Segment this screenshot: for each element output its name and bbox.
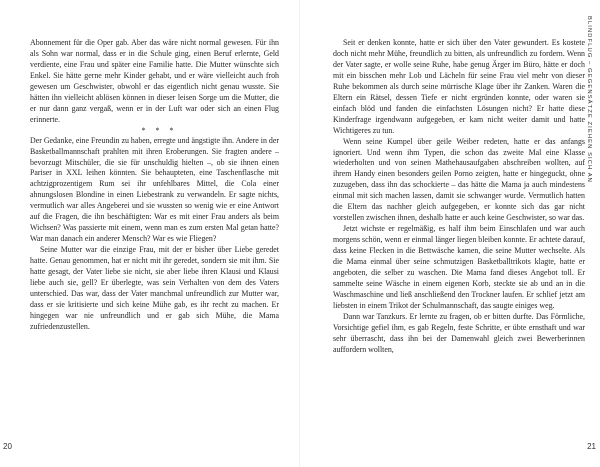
paragraph: Der Gedanke, eine Freundin zu haben, erregte und ängstigte ihn. Andere in der Basketballmannschaft prahlten mit ihren Eroberungen. Sie fragten andere – bevorzugt Mitschüler, die sie für unschuldig hielten –, ob sie ihnen einen Pariser in XXL leihen könnten. Sie behaupteten, eine Taschenflasche mit achtzigprozentigem Rum sei ihr unfehlbares Mittel, die Cola einer ahnungslosen Blondine in einen Liebestrank zu verwandeln. Er sagte nichts, vermutlich war alles Angeberei und sie wussten so wenig wie er eine Antwort auf die Fragen, die ihn beschäftigten: War es mit einer Frau anders als beim Wichsen? Was passierte mit einem, wenn man es zum ersten Mal getan hatte? War man danach ein anderer Mensch? War es wie Fliegen? [30,135,279,244]
section-break: * * * [141,125,178,135]
paragraph: Seit er denken konnte, hatte er sich über den Vater gewundert. Es kostete doch nicht mehr Mühe, freundlich zu bitten, als unfreundlich zu fordern. Wenn der Vater sagte, er wolle seine Ruhe, habe genug Ärger im Büro, hätte er doch mit ein bisschen mehr Lob und Lächeln für seine Frau viel mehr von dieser Ruhe bekommen als durch seine mürrische Klage über ihr Zanken. Waren die Eltern ein Rätsel, dessen Tiefe er nicht ergründen konnte, oder waren sie einfach blöd und fanden die einfachsten Lösungen nicht? Er hatte diese Kinderfrage irgendwann aufgegeben, er kam nicht weiter damit und hatte Wichtigeres zu tun. [333,38,585,135]
paragraph: Dann war Tanzkurs. Er lernte zu fragen, ob er bitten durfte. Das Förmliche, Vorsichtige gefiel ihm, es gab Regeln, feste Schritte, er übte ernsthaft und war sehr überrascht, dass ihn bei der Damenwahl gleich zwei Bewerberinnen auffordern wollten, [333,311,585,354]
paragraph: Seine Mutter war die einzige Frau, mit der er bisher über Liebe geredet hatte. Genau genommen, hat er nicht mit ihr geredet, sondern sie mit ihm. Sie hatte gesagt, der Vater liebe sie nicht, sie aber liebe ihren Klausi und Klausi liebe auch sie, gell? Er überlegte, was sein Verhalten von dem des Vaters unterschied. Das war, dass der Vater manchmal unfreundlich zur Mutter war, dass er sie kritisierte und sich keine Mühe gab, es ihr recht zu machen. Er hingegen war nie unfreundlich und er gab sich Mühe, die Mama zufriedenzustellen. [30,245,279,331]
paragraph: Wenn seine Kumpel über geile Weiber redeten, hatte er das anfangs ignoriert. Und wenn ihm Typen, die schon das zweite Mal eine Klasse wiederholten und von seinen Mathehausaufgaben abschreiben wollten, auf ihrem Handy einen besonders geilen Porno zeigten, hatte er hingeguckt, ohne zuzugeben, dass ihn das schockierte – das hätte die Mama ja auch mindestens einmal mit sich machen lassen, damit sie schwanger wurde. Vermutlich hatten die Eltern das nachher gleich aufgegeben, er konnte sich das gar nicht vorstellen zwischen ihnen, deshalb hatte er auch keine Geschwister, so war das. [333,136,585,223]
running-head: BLINDFLUG – GEGENSÄTZE ZIEHEN SICH AN [586,16,592,183]
paragraph: Abonnement für die Oper gab. Aber das wäre nicht normal gewesen. Für ihn als Sohn war normal, dass er in die Schule ging, einen Beruf erlernte, Geld verdiente, eine Frau und später eine Familie hatte. Die Mutter wünschte sich Enkel. Sie hätte gerne mehr Kinder gehabt, und er wäre vielleicht auch froh gewesen um Geschwister, obwohl er das eigentlich nicht genau wusste. Sie hätten ihn vielleicht ablösen können in dieser leisen Sorge um die Mutter, die er nur dann ganz vergaß, wenn er in der Luft war oder sich an einen Flug erinnerte. [30,38,279,124]
page-number-right: 21 [587,442,596,451]
right-page-text [333,38,585,356]
paragraph: Jetzt wichste er regelmäßig, es half ihm beim Einschlafen und war auch morgens schön, wenn er einmal länger liegen bleiben konnte. Er achtete darauf, dass keine Flecken in die Bettwäsche kamen, die seine Mutter wechselte. Als die Mama einmal über seine schmutzigen Basketballtrikots klagte, hatte er angeboten, die selber zu waschen. Die Mama fand dieses Angebot toll. Er sammelte seine Wäsche in einem eigenen Korb, steckte sie ab und an in die Waschmaschine und ließ anschließend den Trockner laufen. Er schlief jetzt am liebsten in einem Trikot der Schulmannschaft, das saugte einiges weg. [333,224,585,310]
page-number-left: 20 [3,442,12,451]
right-page [300,0,600,467]
left-page-text [30,38,279,333]
